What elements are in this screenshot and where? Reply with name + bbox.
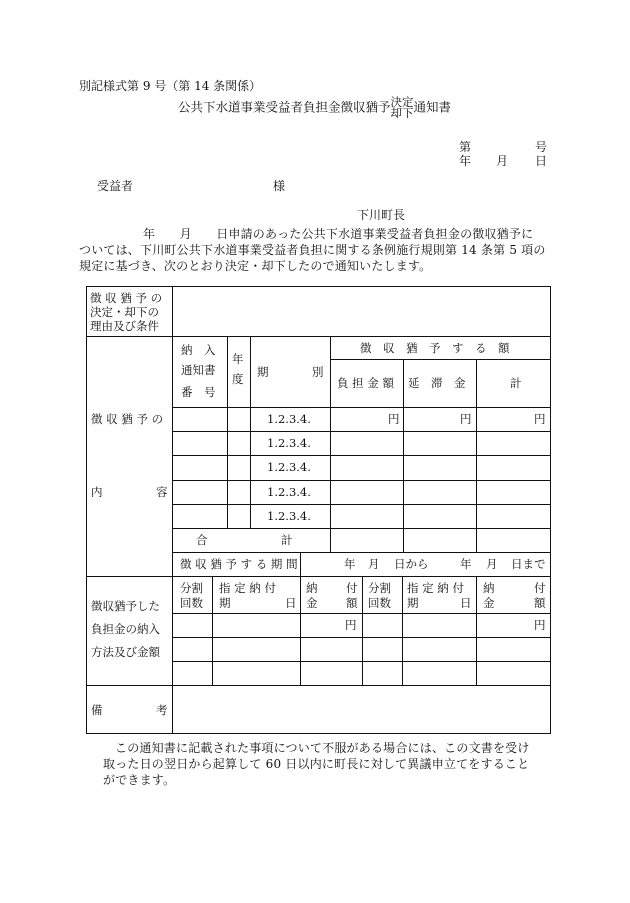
- reason-label-line: 徴 収 猶 予 の: [90, 291, 163, 305]
- sum-label-left: 合: [196, 533, 208, 547]
- sender-name: 下川町長: [357, 208, 406, 222]
- content-label-top: 徴 収 猶 予 の: [91, 412, 164, 426]
- period-value: 1.2.3.4.: [267, 509, 311, 523]
- pay-split-header: 回数: [180, 596, 203, 610]
- period-range-year: 年: [460, 557, 472, 571]
- remarks-label-left: 備: [91, 703, 103, 717]
- row-divider: [172, 552, 551, 553]
- row-divider: [172, 504, 551, 505]
- row-divider: [86, 576, 551, 577]
- pay-date-header-left: 期: [219, 596, 231, 610]
- footer-line: 取った日の翌日から起算して 60 日以内に町長に対して異議申立てをすること: [103, 757, 530, 771]
- sum-label-right: 計: [281, 533, 293, 547]
- title-lower: 却下: [390, 106, 414, 120]
- table-border-bottom: [86, 733, 551, 734]
- pay-label-line: 方法及び金額: [91, 645, 160, 659]
- period-value: 1.2.3.4.: [267, 460, 311, 474]
- period-range-month: 月: [486, 557, 498, 571]
- yen-unit: 円: [388, 412, 400, 426]
- pay-date-header-right: 日: [460, 596, 472, 610]
- yen-unit: 円: [534, 618, 546, 632]
- col-divider: [402, 576, 403, 685]
- period-label: 徴 収 猶 予 す る 期 間: [180, 557, 298, 571]
- col-divider: [330, 336, 331, 552]
- pay-label-line: 負担金の納入: [91, 622, 160, 636]
- table-border-left: [86, 286, 87, 734]
- row-divider: [86, 685, 551, 686]
- col-deferred-header: 徴 収 猶 予 す る 額: [360, 341, 510, 355]
- addressee-honorific: 様: [273, 179, 286, 193]
- pay-split-header: 回数: [368, 596, 391, 610]
- row-divider: [172, 431, 551, 432]
- period-value: 1.2.3.4.: [267, 485, 311, 499]
- pay-amount-header-tr: 付: [346, 581, 358, 595]
- col-notice-header: 番 号: [181, 385, 216, 399]
- col-late-header: 延 滞 金: [408, 376, 466, 390]
- col-divider: [476, 359, 477, 552]
- pay-amount-header-tl: 納: [306, 581, 318, 595]
- footer-paragraph: [103, 740, 553, 788]
- footer-line: ができます。: [103, 773, 176, 787]
- col-divider: [250, 336, 251, 528]
- pay-date-header-right: 日: [285, 596, 297, 610]
- title-main: 公共下水道事業受益者負担金徴収猶予: [178, 99, 391, 115]
- pay-date-header-top: 指 定 納 付: [219, 581, 276, 595]
- row-divider: [172, 407, 551, 408]
- content-label-bottom-right: 容: [156, 485, 168, 499]
- col-burden-header: 負 担 金 額: [337, 376, 394, 390]
- period-value: 1.2.3.4.: [267, 436, 311, 450]
- intro-line: 年 月 日申請のあった公共下水道事業受益者負担金の徴収猶予に: [143, 227, 534, 241]
- yen-unit: 円: [534, 412, 546, 426]
- col-divider: [300, 552, 301, 576]
- table-border-right: [550, 286, 551, 734]
- col-divider: [403, 359, 404, 552]
- content-label-bottom-left: 内: [91, 485, 103, 499]
- reason-label-line: 決定・却下の: [90, 305, 159, 319]
- col-year-header: 度: [232, 372, 244, 386]
- col-divider: [300, 576, 301, 685]
- row-divider: [86, 336, 551, 337]
- col-total-header: 計: [510, 376, 522, 390]
- pay-split-header: 分割: [180, 581, 203, 595]
- col-notice-header: 納 入: [181, 343, 216, 357]
- col-divider: [476, 576, 477, 685]
- yen-unit: 円: [460, 412, 472, 426]
- row-divider: [172, 455, 551, 456]
- remarks-label-right: 考: [156, 703, 168, 717]
- row-divider: [172, 528, 551, 529]
- addressee-label: 受益者: [97, 179, 134, 193]
- form-label: 別記様式第 9 号（第 14 条関係）: [79, 79, 262, 93]
- number-label-suffix: 号: [535, 140, 548, 154]
- row-divider: [172, 480, 551, 481]
- period-range-until: 日まで: [511, 557, 546, 571]
- date-year: 年: [459, 154, 472, 168]
- col-period-header-left: 期: [257, 365, 269, 379]
- pay-amount-header-tl: 納: [483, 581, 495, 595]
- period-value: 1.2.3.4.: [267, 412, 311, 426]
- pay-amount-header-tr: 付: [534, 581, 546, 595]
- col-notice-header: 通知書: [181, 363, 216, 377]
- pay-amount-header-br: 額: [534, 596, 546, 610]
- col-period-header-right: 別: [312, 365, 324, 379]
- title-tail: 通知書: [413, 99, 452, 115]
- pay-date-header-left: 期: [407, 596, 419, 610]
- row-divider: [330, 359, 551, 360]
- col-divider: [212, 576, 213, 685]
- title-upper: 決定: [390, 95, 414, 109]
- pay-split-header: 分割: [368, 581, 391, 595]
- reason-label-line: 理由及び条件: [90, 319, 159, 333]
- col-year-header: 年: [232, 352, 244, 366]
- pay-date-header-top: 指 定 納 付: [407, 581, 464, 595]
- pay-label-line: 徴収猶予した: [91, 599, 160, 613]
- period-range-month: 月: [368, 557, 380, 571]
- col-divider: [362, 576, 363, 685]
- yen-unit: 円: [345, 618, 357, 632]
- date-month: 月: [496, 154, 509, 168]
- period-range-year: 年: [344, 557, 356, 571]
- pay-amount-header-bl: 金: [306, 596, 318, 610]
- intro-line: ついては、下川町公共下水道事業受益者負担に関する条例施行規則第 14 条第 5 項の: [79, 243, 546, 257]
- label-column-divider: [172, 286, 173, 734]
- intro-line: 規定に基づき、次のとおり決定・却下したので通知いたします。: [79, 259, 432, 273]
- period-range-from: 日から: [394, 557, 429, 571]
- pay-amount-header-br: 額: [346, 596, 358, 610]
- col-divider: [227, 336, 228, 528]
- pay-amount-header-bl: 金: [483, 596, 495, 610]
- footer-line: この通知書に記載された事項について不服がある場合には、この文書を受け: [115, 741, 530, 755]
- date-day: 日: [535, 154, 548, 168]
- number-label-first: 第: [459, 140, 472, 154]
- table-border-top: [86, 286, 551, 287]
